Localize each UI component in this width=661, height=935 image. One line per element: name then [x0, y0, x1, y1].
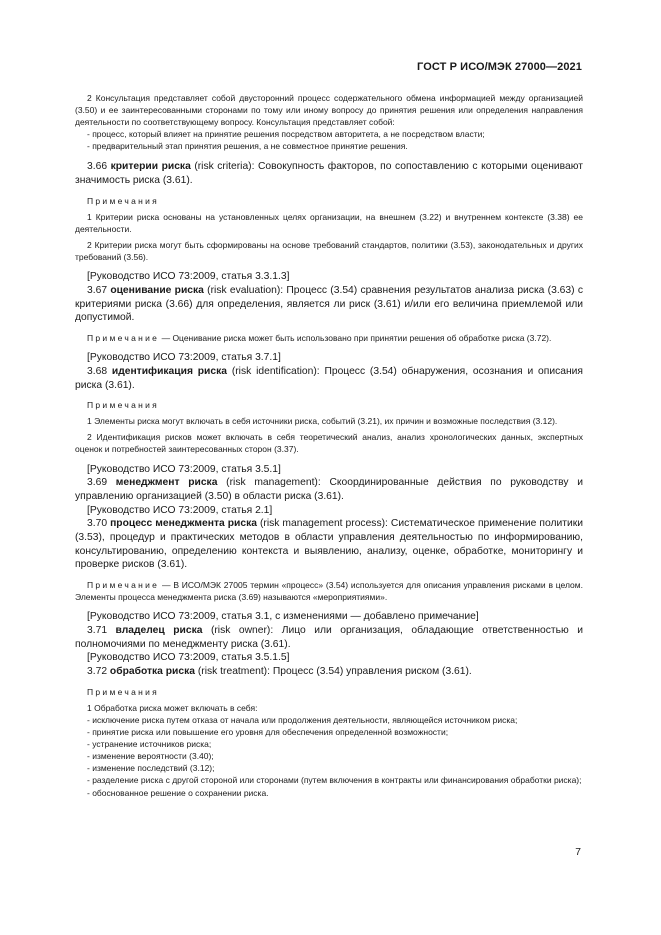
list-item: - устранение источников риска; — [87, 739, 212, 750]
term-3-69: 3.69 менеджмент риска (risk management): Скоординированные действия по руководству и управлению организацией (3.50) в области риска (3.61). — [75, 477, 583, 502]
list-item: - исключение риска путем отказа от начала или продолжения деятельности, являющейся источником риска; — [87, 714, 518, 725]
page-content — [75, 92, 583, 799]
term-name: менеджмент риска — [115, 477, 218, 489]
list-item: - разделение риска с другой стороной или сторонами (путем включения в контракты или финансирования обработки риска); — [87, 775, 582, 786]
term-3-72-note-1: 1 Обработка риска может включать в себя: — [87, 702, 258, 713]
term-3-68-note-1: 1 Элементы риска могут включать в себя источники риска, событий (3.21), их причин и возможные последствия (3.12). — [87, 416, 558, 427]
list-item: - принятие риска или повышение его уровня для обеспечения определенной возможности; — [87, 727, 449, 738]
term-3-70-note: Примечание — В ИСО/МЭК 27005 термин «процесс» (3.54) используется для описания управления рисками в целом. Элементы процесса менеджмента риска (3.69) называются «мероприятиями». — [75, 580, 583, 603]
term-3-68-note-2: 2 Идентификация рисков может включать в себя теоретический анализ, анализ хронологических данных, экспертных оценок и потребностей заинтересованных сторон (3.37). — [75, 432, 583, 455]
term-name: владелец риска — [115, 625, 203, 637]
reference-3-66: [Руководство ИСО 73:2009, статья 3.3.1.3] — [87, 271, 290, 283]
note-2-item-2: - предварительный этап принятия решения, а не совместное принятие решения. — [87, 141, 408, 152]
term-3-66-note-2: 2 Критерии риска могут быть сформированы на основе требований стандартов, политики (3.53), законодательных и других требований (3.56). — [75, 240, 583, 263]
reference-3-71: [Руководство ИСО 73:2009, статья 3.5.1.5] — [87, 652, 290, 664]
notes-heading: Примечания — [87, 400, 160, 411]
note-2-item-1: - процесс, который влияет на принятие решения посредством авторитета, а не посредством власти; — [87, 129, 485, 140]
term-name: критерии риска — [110, 161, 191, 173]
list-item: - изменение вероятности (3.40); — [87, 751, 214, 762]
term-name: обработка риска — [109, 666, 195, 678]
reference-3-67: [Руководство ИСО 73:2009, статья 3.7.1] — [87, 352, 281, 364]
note-2-intro: 2 Консультация представляет собой двусторонний процесс содержательного обмена информацией между организацией (3.50) и ее заинтересованными сторонами по тому или иному вопросу до принятия решения или определения направления деятельности по соответствующему вопросу. Консультация представляет собой: — [75, 93, 583, 128]
term-name: процесс менеджмента риска — [110, 518, 257, 530]
term-3-67-note: Примечание — Оценивание риска может быть использовано при принятии решения об обработке риска (3.72). — [87, 333, 552, 344]
reference-3-70: [Руководство ИСО 73:2009, статья 3.1, с изменениями — добавлено примечание] — [87, 611, 479, 623]
term-3-66-note-1: 1 Критерии риска основаны на установленных целях организации, на внешнем (3.22) и внутреннем контексте (3.38) ее деятельности. — [75, 211, 583, 234]
list-item: - обоснованное решение о сохранении риска. — [87, 787, 269, 798]
term-3-67: 3.67 оценивание риска (risk evaluation): Процесс (3.54) сравнения результатов анализа риска (3.63) с критериями риска (3.66) для определения, является ли риск (3.61) и/или его величина приемлемой или допустимой. — [75, 284, 583, 324]
document-header: ГОСТ Р ИСО/МЭК 27000—2021 — [417, 61, 582, 73]
notes-heading: Примечания — [87, 686, 160, 697]
term-name: оценивание риска — [110, 284, 204, 296]
page-number: 7 — [575, 847, 581, 858]
term-name: идентификация риска — [111, 365, 227, 377]
term-3-71: 3.71 владелец риска (risk owner): Лицо или организация, обладающие ответственностью и полномочиями по менеджменту риска (3.61). — [75, 625, 583, 650]
term-3-66: 3.66 критерии риска (risk criteria): Совокупность факторов, по сопоставлению с которыми оценивают значимость риска (3.61). — [75, 161, 583, 187]
notes-heading: Примечания — [87, 195, 160, 206]
term-3-70: 3.70 процесс менеджмента риска (risk management process): Систематическое применение политики (3.53), процедур и практических методов в области управления деятельностью по информированию, консультированию, определению контекста и выявлению, анализу, оценке, обработке, мониторингу и проверке рисков (3.61). — [75, 518, 583, 571]
list-item: - изменение последствий (3.12); — [87, 763, 215, 774]
reference-3-68: [Руководство ИСО 73:2009, статья 3.5.1] — [87, 463, 281, 475]
term-3-72: 3.72 обработка риска (risk treatment): Процесс (3.54) управления риском (3.61). — [87, 666, 472, 678]
term-3-68: 3.68 идентификация риска (risk identification): Процесс (3.54) обнаружения, осознания и описания риска (3.61). — [75, 365, 583, 391]
reference-3-69: [Руководство ИСО 73:2009, статья 2.1] — [87, 504, 273, 516]
